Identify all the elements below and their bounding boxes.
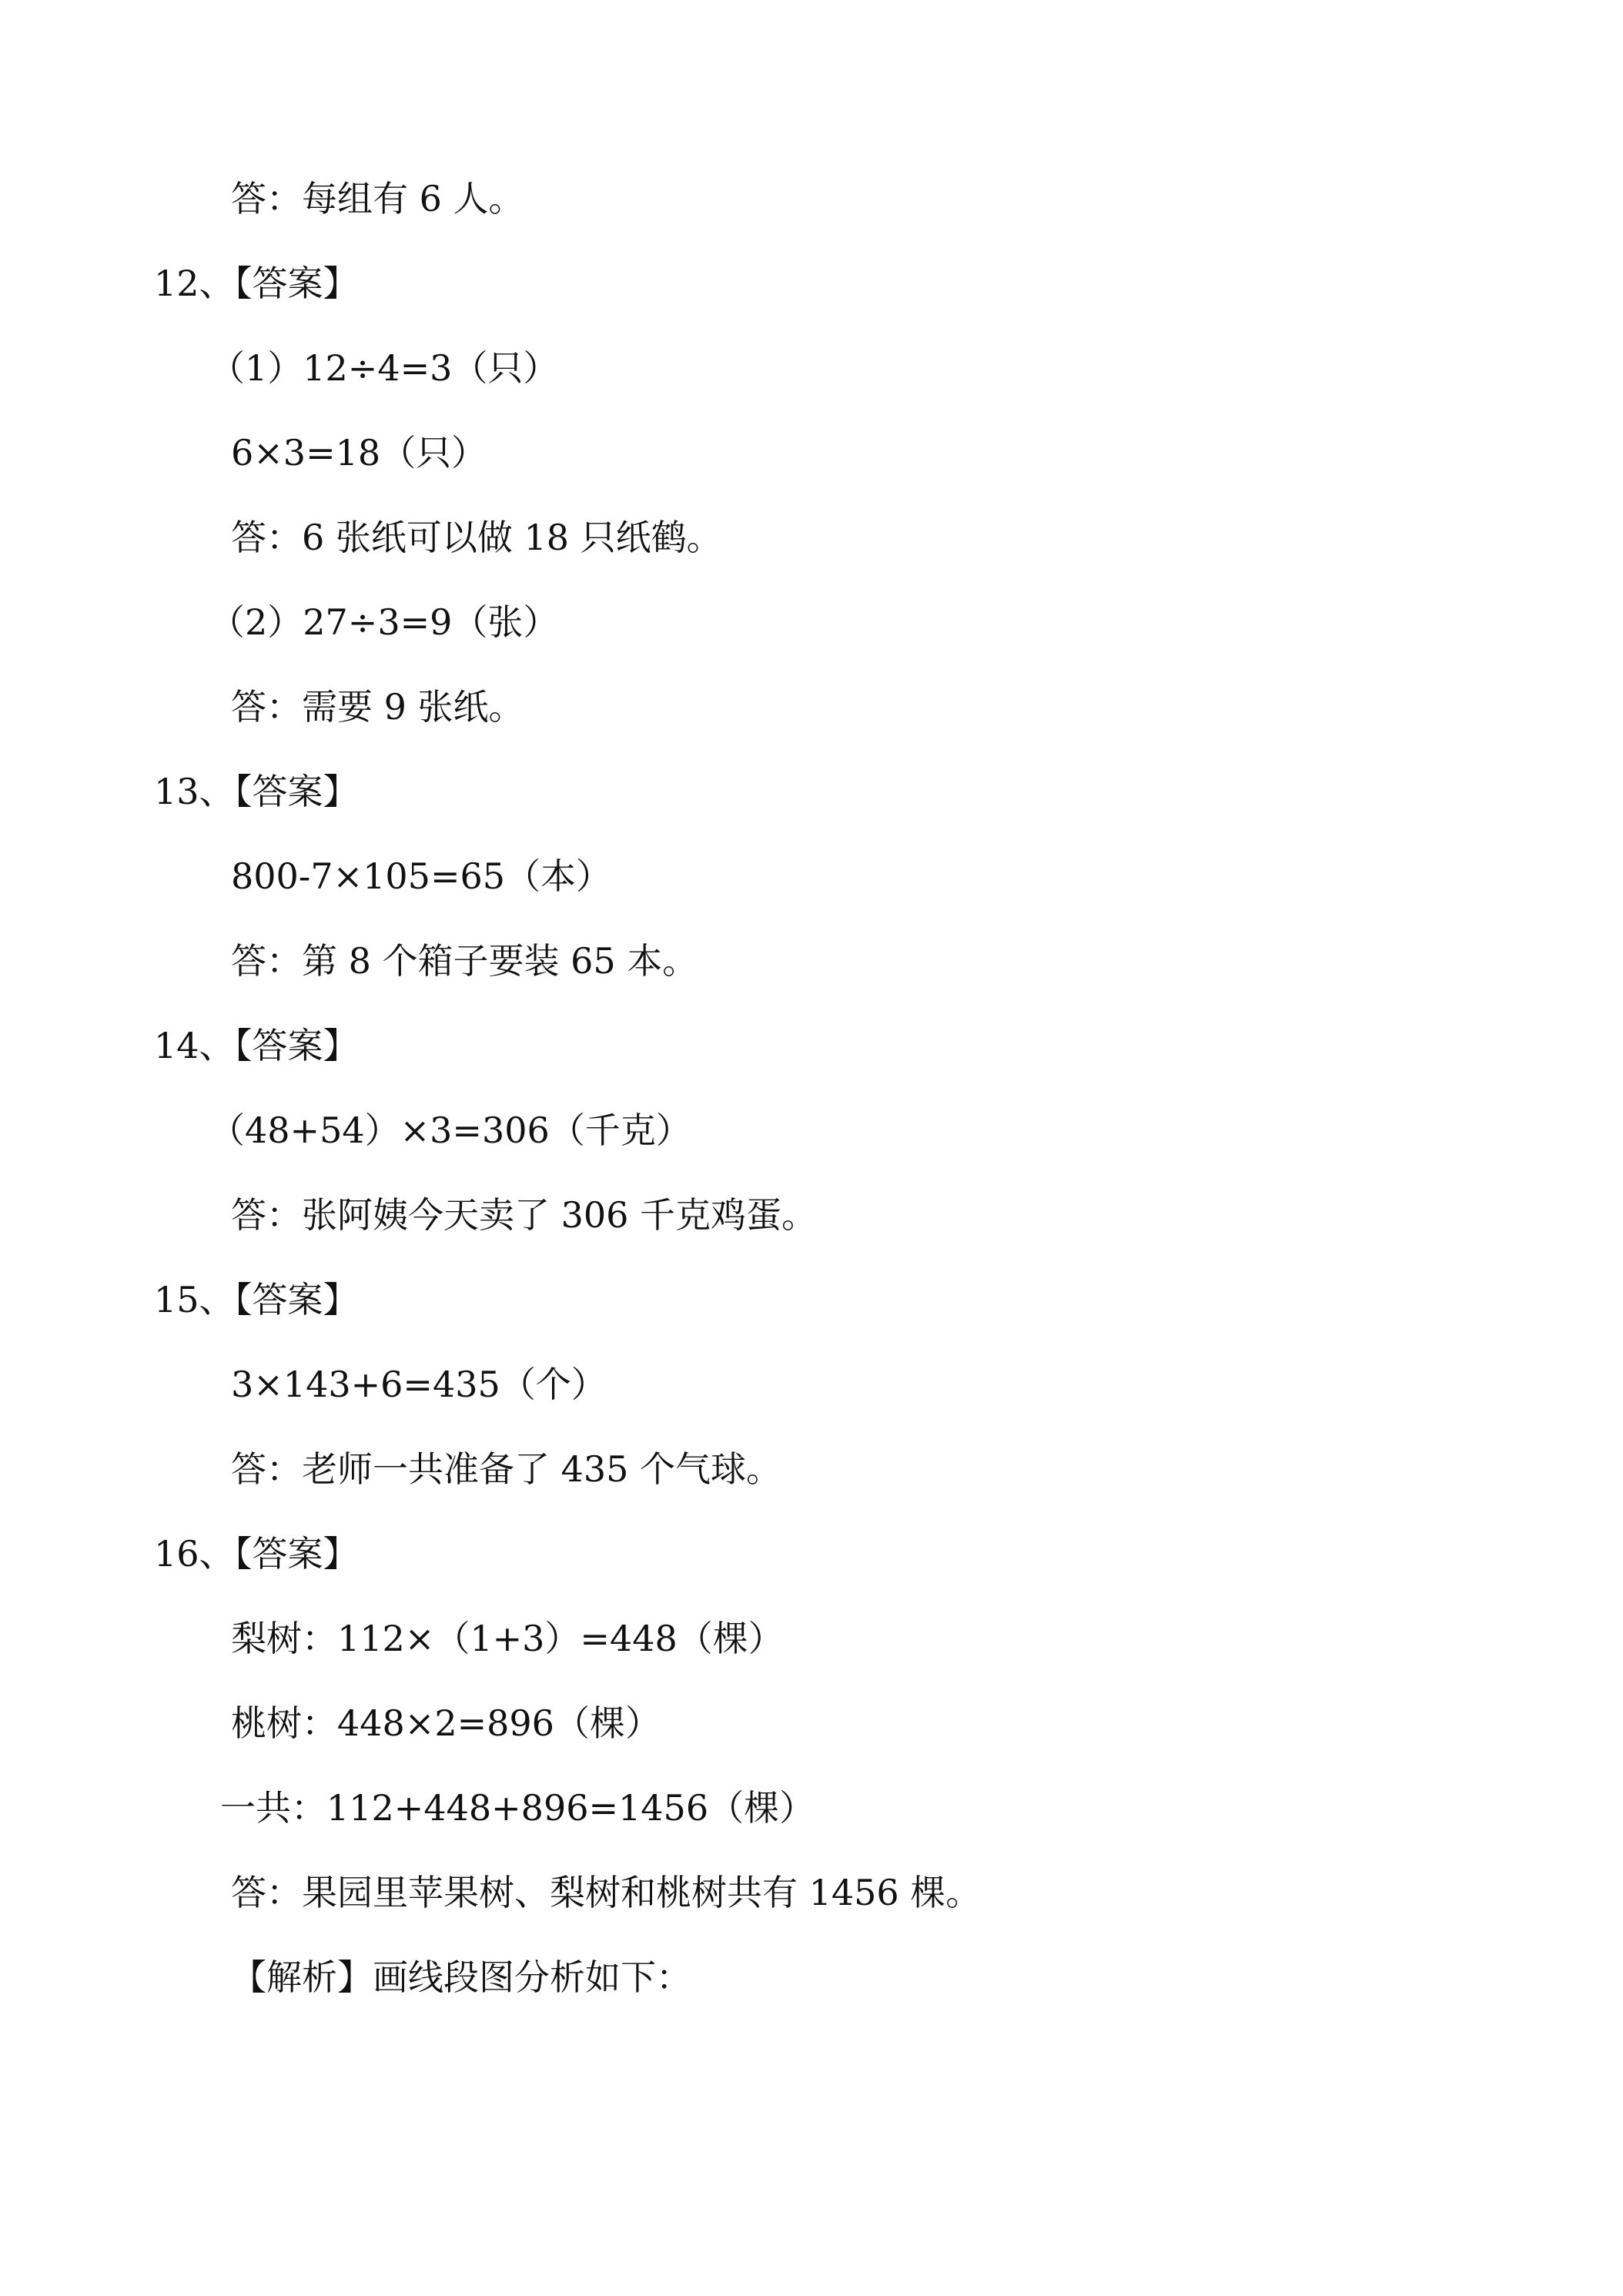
- calc-line-13: 800-7×105=65（本）: [231, 855, 612, 897]
- heading-12: 12、【答案】: [154, 263, 359, 304]
- answer-line-12-2: 答：需要 9 张纸。: [231, 686, 524, 728]
- calc-line-14: （48+54）×3=306（千克）: [209, 1110, 691, 1151]
- heading-14: 14、【答案】: [154, 1025, 359, 1066]
- heading-13: 13、【答案】: [154, 771, 359, 812]
- answer-line-12-1: 答：6 张纸可以做 18 只纸鹤。: [231, 517, 722, 558]
- calc-line-12-2: 6×3=18（只）: [231, 432, 487, 474]
- calc-line-12-3: （2）27÷3=9（张）: [209, 601, 559, 643]
- answer-line-11: 答：每组有 6 人。: [231, 178, 524, 219]
- answer-line-14: 答：张阿姨今天卖了 306 千克鸡蛋。: [231, 1194, 818, 1236]
- calc-line-16-3: 一共：112+448+896=1456（棵）: [220, 1787, 815, 1829]
- answer-line-13: 答：第 8 个箱子要装 65 本。: [231, 940, 698, 982]
- calc-line-12-1: （1）12÷4=3（只）: [209, 347, 559, 389]
- calc-line-16-1: 梨树：112×（1+3）=448（棵）: [231, 1618, 784, 1659]
- heading-15: 15、【答案】: [154, 1279, 359, 1320]
- analysis-line: 【解析】画线段图分析如下：: [231, 1956, 691, 1998]
- answer-line-16: 答：果园里苹果树、梨树和桃树共有 1456 棵。: [231, 1872, 982, 1913]
- heading-16: 16、【答案】: [154, 1533, 359, 1575]
- calc-line-15: 3×143+6=435（个）: [231, 1364, 607, 1405]
- answer-line-15: 答：老师一共准备了 435 个气球。: [231, 1448, 782, 1490]
- calc-line-16-2: 桃树：448×2=896（棵）: [231, 1702, 661, 1744]
